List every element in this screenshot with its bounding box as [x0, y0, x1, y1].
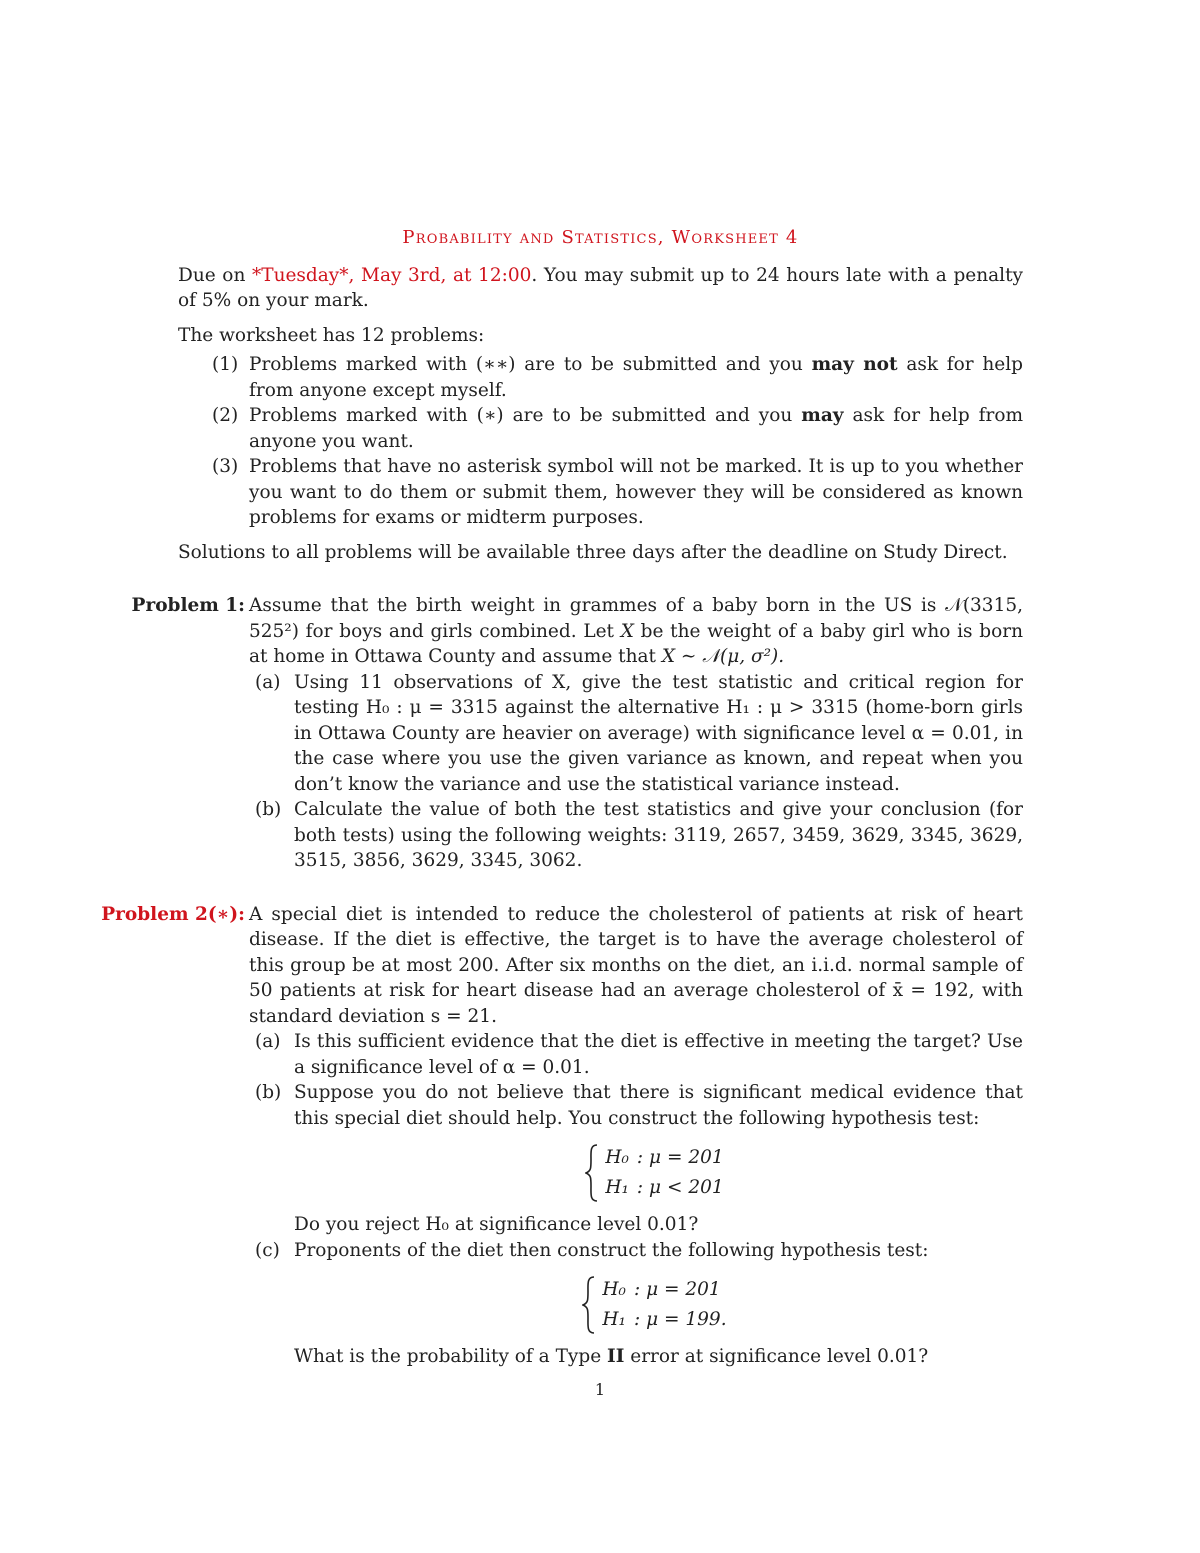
- problem-1-distribution: X ∼ 𝒩(μ, σ²).: [661, 646, 785, 667]
- hypothesis-table-c: [602, 1275, 734, 1334]
- part-label: (b): [255, 799, 282, 820]
- problem-1-statement: [249, 593, 1023, 670]
- due-prefix: Due on: [178, 264, 252, 286]
- rule-number: (3): [212, 456, 239, 477]
- problem-2-statement: A special diet is intended to reduce the cholesterol of patients at risk of heart disease. If the diet is effective, the target is to have the average cholesterol of this group be at most 200. After six months on the diet, an i.i.d. normal sample of 50 patients at risk for heart disease had an average cholesterol of x̄ = 192, with standard deviation s = 21.: [249, 903, 1023, 1027]
- rule-text-end: ask for help from anyone except myself.: [249, 354, 1024, 401]
- problem-1-text-c: be the weight of a baby girl who is born at home in Ottawa County and assume that: [249, 620, 1024, 667]
- problem-2-part-c: [249, 1238, 1023, 1370]
- problem-2: [101, 902, 1023, 1370]
- problem-1-parts: [249, 670, 1023, 874]
- part-text: Is this sufficient evidence that the diet is effective in meeting the target? Use a significance level of α = 0.01.: [294, 1031, 1023, 1078]
- question-emphasis: II: [607, 1346, 625, 1367]
- rule-text: Problems that have no asterisk symbol will not be marked. It is up to you whether you want to do them or submit them, however they will be considered as known problems for exams or midterm purposes.: [249, 456, 1023, 528]
- part-text: Using 11 observations of X, give the test statistic and critical region for testing H₀ : μ = 3315 against the alternative H₁ : μ > 3315 (home-born girls in Ottawa County are heavier on average) with significance level α = 0.01, in the case where you use the given variance as known, and repeat when you don’t know the variance and use the statistical variance instead.: [294, 671, 1023, 795]
- null-hypothesis-symbol: H₀: [605, 1147, 629, 1168]
- question-text-end: error at significance level 0.01?: [624, 1346, 929, 1367]
- solutions-line: Solutions to all problems will be available three days after the deadline on Study Direct.: [178, 541, 1008, 563]
- rule-emphasis: may: [801, 405, 844, 426]
- part-label: (b): [255, 1082, 282, 1103]
- part-label: (a): [255, 1031, 281, 1052]
- rule-item: [178, 454, 1023, 531]
- problem-1-variable: X: [620, 620, 634, 642]
- part-text: Calculate the value of both the test statistics and give your conclusion (for both tests) using the following weights: 3119, 2657, 3459, 3629, 3345, 3629, 3515, 3856, 3629, 3345, 3062.: [294, 799, 1023, 871]
- rules-list: [178, 352, 1023, 531]
- worksheet-title: [178, 225, 1023, 251]
- null-hypothesis-value: : μ = 201: [633, 1279, 721, 1300]
- rule-text-end: ask for help from anyone you want.: [249, 405, 1023, 452]
- due-date-highlight: *Tuesday*, May 3rd, at 12:00: [251, 264, 532, 286]
- problem-1-text-a: Assume that the birth weight in grammes of a baby born in the US is 𝒩(3315, 525²) for boys and girls combined. Let: [249, 595, 1023, 642]
- alt-hypothesis-symbol: H₁: [602, 1308, 626, 1330]
- problem-count-line: The worksheet has 12 problems:: [178, 324, 485, 346]
- problem-1-label: Problem 1:: [131, 595, 245, 616]
- page-number: 1: [594, 1380, 606, 1399]
- worksheet-title-text: Probability and Statistics, Worksheet 4: [402, 227, 799, 248]
- null-hypothesis-symbol: H₀: [602, 1279, 626, 1300]
- hypothesis-system-c: [294, 1275, 1023, 1334]
- problem-1-part-b: [249, 797, 1023, 874]
- problem-2-label: Problem 2(∗):: [101, 903, 245, 925]
- hypothesis-table-b: [605, 1143, 731, 1202]
- part-label: (a): [255, 671, 281, 693]
- part-text: Proponents of the diet then construct the following hypothesis test:: [294, 1239, 929, 1261]
- alt-hypothesis-value: : μ = 199.: [633, 1308, 727, 1330]
- problem-1: [131, 593, 1024, 874]
- rule-emphasis: may not: [811, 354, 898, 375]
- problem-2-part-a: [249, 1029, 1023, 1080]
- part-c-question: [294, 1344, 1023, 1370]
- part-text: Suppose you do not believe that there is significant medical evidence that this special diet should help. You construct the following hypothesis test:: [294, 1082, 1023, 1129]
- worksheet-page: [101, 225, 1024, 1370]
- part-label: (c): [255, 1239, 280, 1261]
- rule-item: [178, 352, 1023, 403]
- part-b-question: Do you reject H₀ at significance level 0.01?: [294, 1214, 699, 1235]
- hypothesis-system-b: [294, 1143, 1023, 1202]
- due-date-paragraph: [178, 263, 1023, 314]
- due-suffix: . You may submit up to 24 hours late with a penalty of 5% on your mark.: [178, 264, 1023, 311]
- question-text: What is the probability of a Type: [294, 1346, 608, 1367]
- left-brace-icon: [582, 1276, 596, 1334]
- alt-hypothesis-symbol: H₁: [605, 1176, 629, 1198]
- problem-2-part-b: [249, 1080, 1023, 1238]
- alt-hypothesis-value: : μ < 201: [636, 1176, 724, 1198]
- rule-number: (2): [212, 405, 239, 426]
- rule-number: (1): [212, 354, 239, 375]
- left-brace-icon: [585, 1144, 599, 1202]
- null-hypothesis-value: : μ = 201: [636, 1147, 724, 1168]
- rule-text: Problems marked with (∗∗) are to be submitted and you: [249, 354, 812, 375]
- rule-text: Problems marked with (∗) are to be submitted and you: [249, 405, 802, 426]
- problem-1-part-a: [249, 670, 1023, 798]
- rule-item: [178, 403, 1023, 454]
- problem-2-parts: [249, 1029, 1023, 1370]
